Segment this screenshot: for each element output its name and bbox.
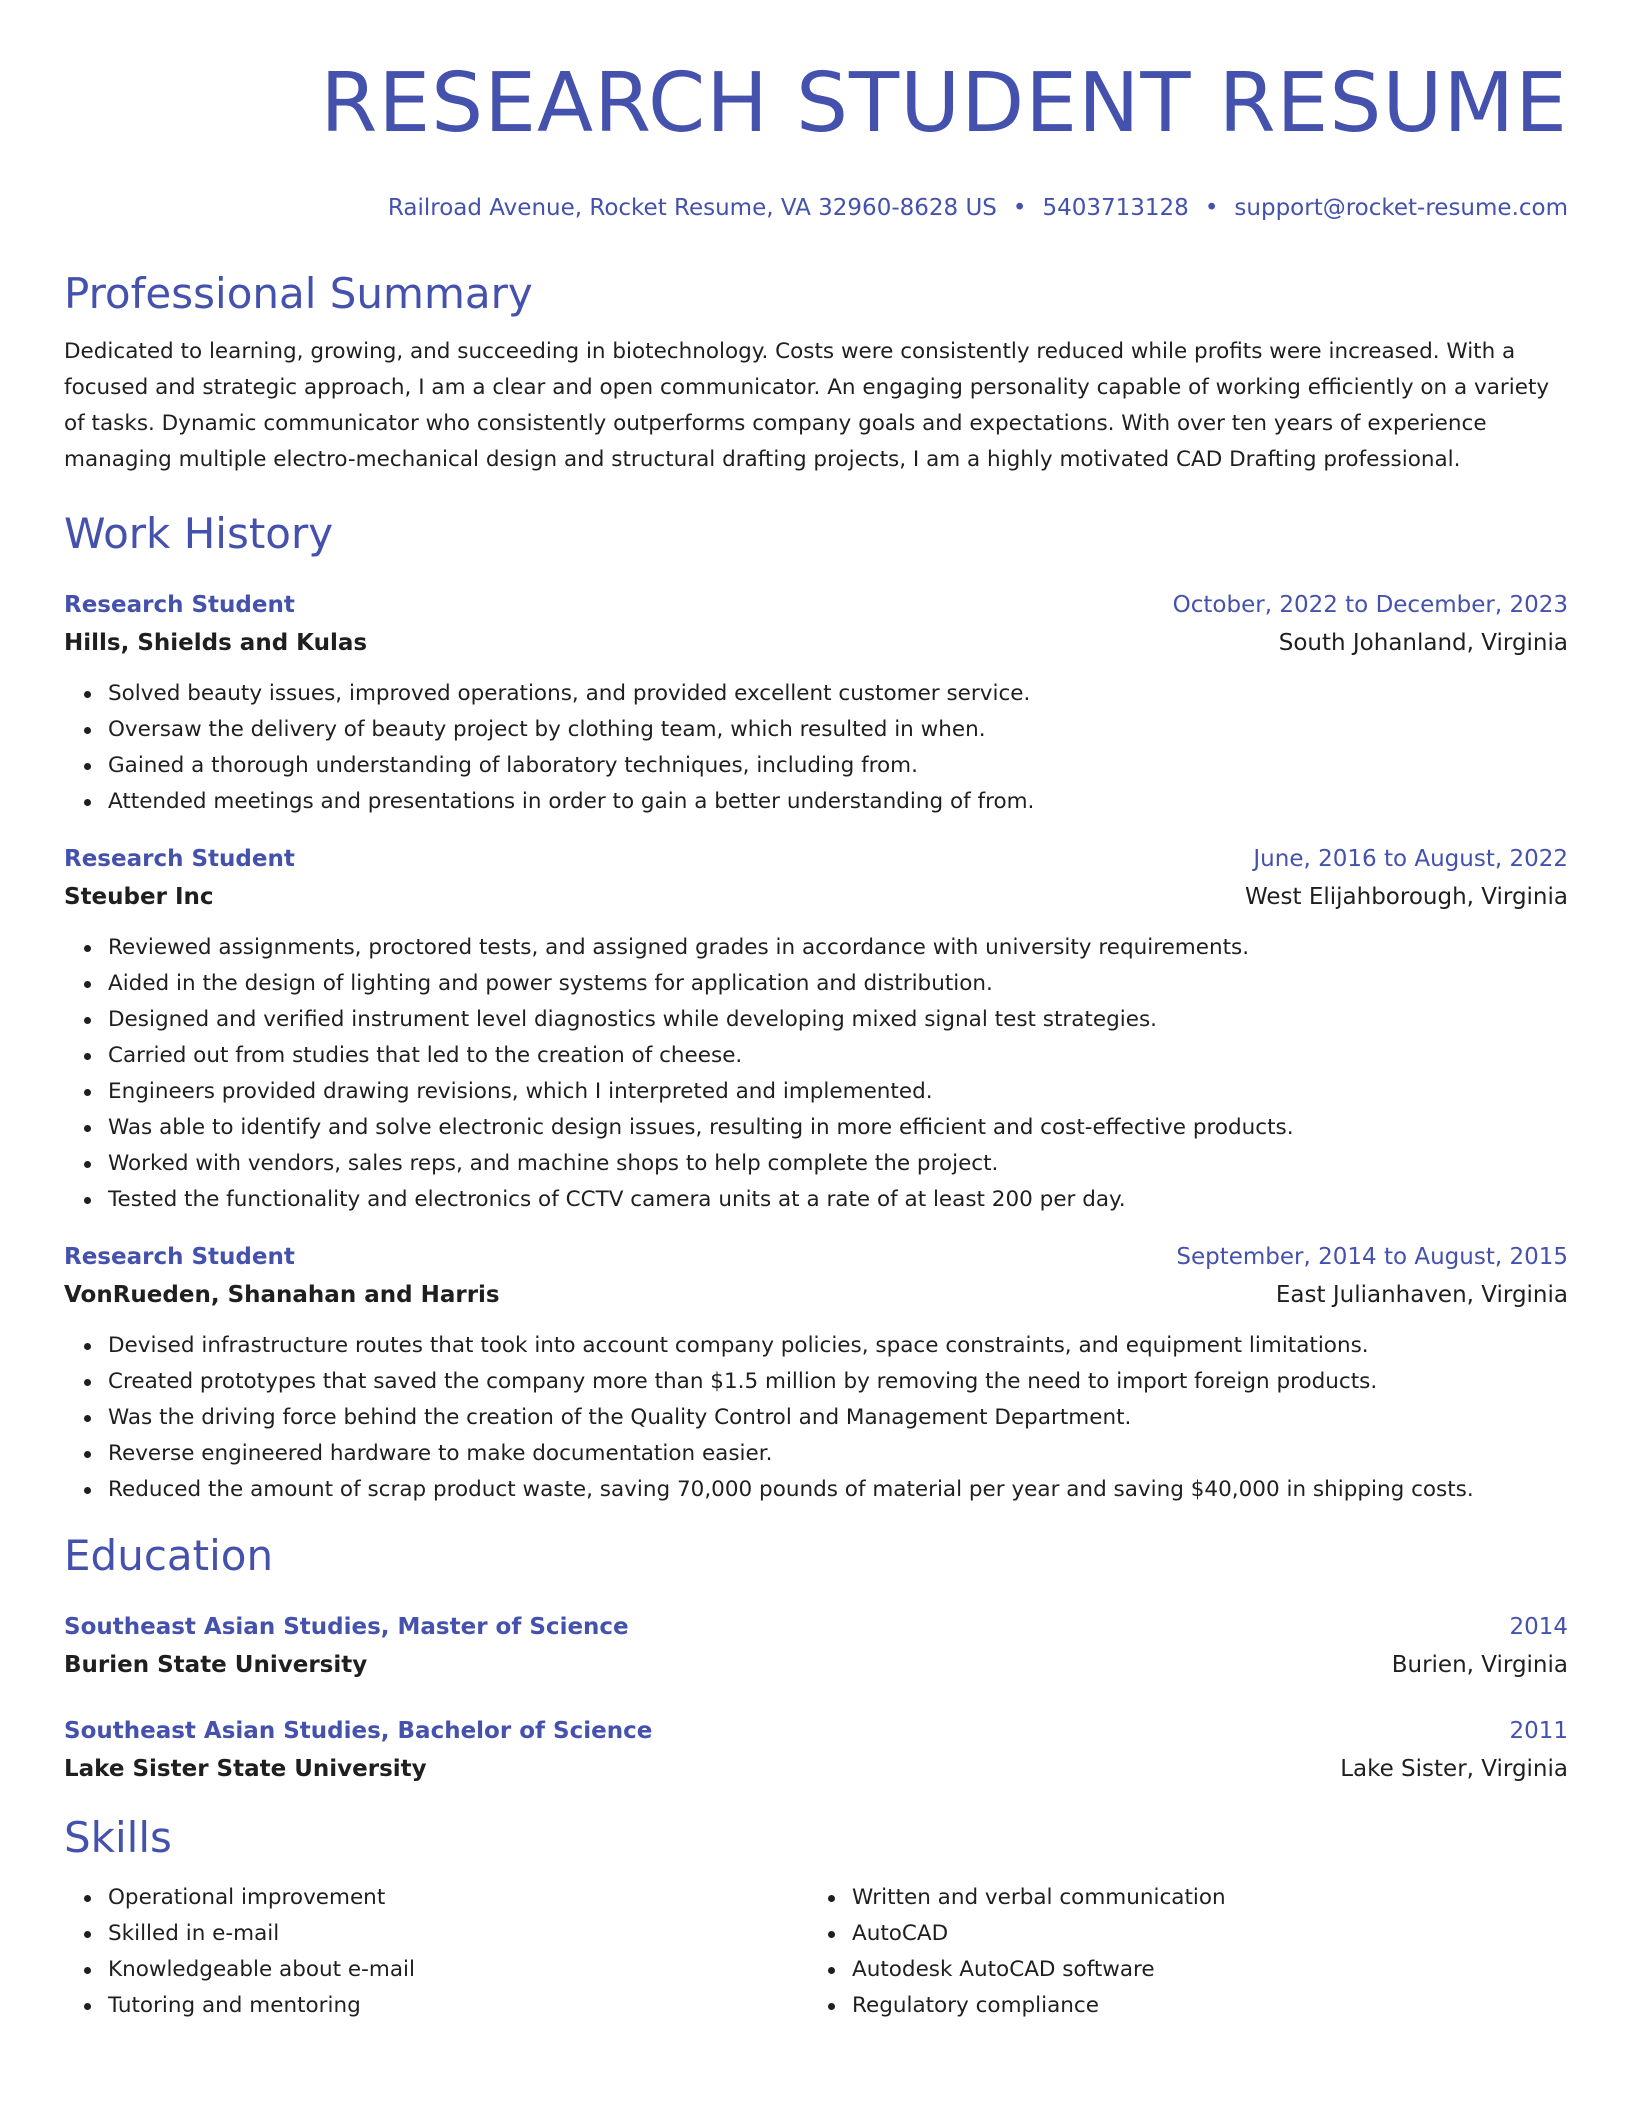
job-entry [64, 840, 1568, 1218]
education-location: Burien, Virginia [1391, 1652, 1568, 1678]
job-company-row [64, 624, 1568, 662]
skill-item: Autodesk AutoCAD software [852, 1952, 1540, 1988]
job-role: Research Student [64, 846, 295, 872]
education-degree: Southeast Asian Studies, Master of Science [64, 1614, 629, 1640]
job-bullet: Reviewed assignments, proctored tests, and assigned grades in accordance with university requirements. [108, 930, 1568, 966]
job-company: Steuber Inc [64, 884, 214, 910]
job-bullet-list [64, 1328, 1568, 1508]
education-list [64, 1608, 1568, 1788]
job-bullet: Solved beauty issues, improved operations, and provided excellent customer service. [108, 676, 1568, 712]
job-company-row [64, 1276, 1568, 1314]
job-title-row [64, 586, 1568, 624]
education-school-row [64, 1646, 1568, 1684]
education-entry [64, 1712, 1568, 1788]
job-entry [64, 586, 1568, 820]
job-bullet: Devised infrastructure routes that took into account company policies, space constraints, and equipment limitations. [108, 1328, 1568, 1364]
job-company: VonRueden, Shanahan and Harris [64, 1282, 500, 1308]
job-bullet: Was able to identify and solve electronic design issues, resulting in more efficient and cost-effective products. [108, 1110, 1568, 1146]
summary-section [64, 266, 1568, 478]
job-list [64, 586, 1568, 1508]
contact-phone: 5403713128 [1042, 195, 1189, 221]
job-location: South Johanland, Virginia [1278, 630, 1568, 656]
skills-heading: Skills [64, 1813, 172, 1862]
job-bullet: Carried out from studies that led to the creation of cheese. [108, 1038, 1568, 1074]
job-location: West Elijahborough, Virginia [1244, 884, 1568, 910]
contact-separator: • [1204, 195, 1219, 221]
job-bullet: Designed and verified instrument level diagnostics while developing mixed signal test strategies. [108, 1002, 1568, 1038]
education-school: Lake Sister State University [64, 1756, 427, 1782]
job-bullet: Tested the functionality and electronics of CCTV camera units at a rate of at least 200 per day. [108, 1182, 1568, 1218]
resume-header [64, 0, 1568, 224]
education-school: Burien State University [64, 1652, 368, 1678]
job-company-row [64, 878, 1568, 916]
summary-text: Dedicated to learning, growing, and succeeding in biotechnology. Costs were consistently reduced while profits were increased. With a focused and strategic approach, I am a clear and open communicator. An engaging personality capable of working efficiently on a variety of tasks. Dynamic communicator who consistently outperforms company goals and expectations. With over ten years of experience managing multiple electro-mechanical design and structural drafting projects, I am a highly motivated CAD Drafting professional. [64, 339, 1550, 472]
skill-item: Operational improvement [108, 1880, 802, 1916]
resume-title: RESEARCH STUDENT RESUME [320, 56, 1568, 151]
job-role: Research Student [64, 592, 295, 618]
education-degree-row [64, 1608, 1568, 1646]
job-bullet: Created prototypes that saved the company more than $1.5 million by removing the need to import foreign products. [108, 1364, 1568, 1400]
contact-separator: • [1012, 195, 1027, 221]
skills-list-right [802, 1880, 1540, 2024]
work-history-section [64, 506, 1568, 1508]
job-bullet: Engineers provided drawing revisions, which I interpreted and implemented. [108, 1074, 1568, 1110]
job-bullet-list [64, 930, 1568, 1218]
job-company: Hills, Shields and Kulas [64, 630, 368, 656]
education-location: Lake Sister, Virginia [1340, 1756, 1568, 1782]
job-location: East Julianhaven, Virginia [1275, 1282, 1568, 1308]
contact-email[interactable]: support@rocket-resume.com [1234, 195, 1568, 221]
education-school-row [64, 1750, 1568, 1788]
contact-address: Railroad Avenue, Rocket Resume, VA 32960-8628 US [387, 195, 997, 221]
skills-columns [64, 1880, 1568, 2024]
job-title-row [64, 840, 1568, 878]
contact-line [64, 192, 1568, 224]
education-year: 2011 [1509, 1718, 1568, 1744]
job-bullet: Oversaw the delivery of beauty project by clothing team, which resulted in when. [108, 712, 1568, 748]
skill-item: Knowledgeable about e-mail [108, 1952, 802, 1988]
job-dates: October, 2022 to December, 2023 [1172, 592, 1568, 618]
job-entry [64, 1238, 1568, 1508]
job-bullet: Aided in the design of lighting and power systems for application and distribution. [108, 966, 1568, 1002]
summary-heading: Professional Summary [64, 269, 533, 318]
education-heading: Education [64, 1531, 274, 1580]
job-role: Research Student [64, 1244, 295, 1270]
skills-list-left [64, 1880, 802, 2024]
job-dates: September, 2014 to August, 2015 [1176, 1244, 1568, 1270]
skills-section [64, 1810, 1568, 2024]
education-entry [64, 1608, 1568, 1684]
job-title-row [64, 1238, 1568, 1276]
skill-item: AutoCAD [852, 1916, 1540, 1952]
job-bullet: Reduced the amount of scrap product waste, saving 70,000 pounds of material per year and saving $40,000 in shipping costs. [108, 1472, 1568, 1508]
job-dates: June, 2016 to August, 2022 [1253, 846, 1568, 872]
education-year: 2014 [1509, 1614, 1568, 1640]
skill-item: Tutoring and mentoring [108, 1988, 802, 2024]
job-bullet-list [64, 676, 1568, 820]
job-bullet: Worked with vendors, sales reps, and machine shops to help complete the project. [108, 1146, 1568, 1182]
education-section [64, 1528, 1568, 1788]
job-bullet: Was the driving force behind the creation of the Quality Control and Management Department. [108, 1400, 1568, 1436]
job-bullet: Reverse engineered hardware to make documentation easier. [108, 1436, 1568, 1472]
skill-item: Written and verbal communication [852, 1880, 1540, 1916]
skill-item: Regulatory compliance [852, 1988, 1540, 2024]
education-degree: Southeast Asian Studies, Bachelor of Science [64, 1718, 653, 1744]
work-history-heading: Work History [64, 509, 334, 558]
education-degree-row [64, 1712, 1568, 1750]
job-bullet: Attended meetings and presentations in order to gain a better understanding of from. [108, 784, 1568, 820]
skill-item: Skilled in e-mail [108, 1916, 802, 1952]
job-bullet: Gained a thorough understanding of laboratory techniques, including from. [108, 748, 1568, 784]
